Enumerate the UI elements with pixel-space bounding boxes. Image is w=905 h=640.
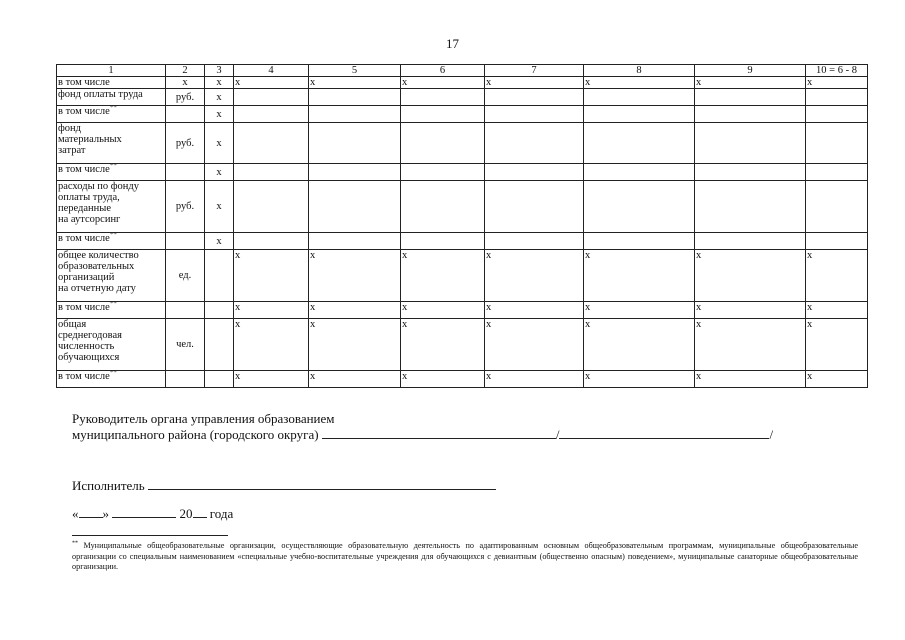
table-row	[57, 302, 868, 319]
value-cell: х	[806, 319, 868, 371]
value-cell: х	[695, 371, 806, 388]
value-cell: х	[584, 319, 695, 371]
signature-field[interactable]	[322, 426, 556, 439]
footnote	[72, 541, 858, 573]
unit-cell	[166, 164, 205, 181]
value-cell[interactable]	[485, 89, 584, 106]
report-table	[56, 64, 868, 388]
value-cell[interactable]	[584, 181, 695, 233]
value-cell[interactable]	[485, 123, 584, 164]
col3-cell: х	[205, 181, 234, 233]
value-cell[interactable]	[309, 123, 401, 164]
date-quote-open: «	[72, 506, 79, 521]
footnote-ref: **	[109, 232, 117, 239]
unit-cell: руб.	[166, 89, 205, 106]
value-cell: х	[234, 250, 309, 302]
value-cell[interactable]	[401, 123, 485, 164]
row-label-text: в том числе	[58, 371, 110, 382]
row-label-text: в том числе	[58, 164, 110, 175]
value-cell[interactable]	[485, 181, 584, 233]
value-cell: х	[401, 319, 485, 371]
signature-title-line1: Руководитель органа управления образованием	[72, 411, 335, 426]
row-label-text: в том числе	[58, 77, 110, 88]
value-cell: х	[234, 319, 309, 371]
value-cell: х	[309, 250, 401, 302]
row-label	[57, 302, 166, 319]
row-label-text: расходы по фонду оплаты труда, переданные на аутсорсинг	[58, 181, 140, 225]
footnote-mark: **	[72, 540, 78, 547]
table-row	[57, 233, 868, 250]
value-cell: х	[806, 371, 868, 388]
footnote-ref: **	[109, 105, 117, 112]
value-cell[interactable]	[309, 181, 401, 233]
unit-cell	[166, 302, 205, 319]
value-cell: х	[309, 77, 401, 89]
row-label-text: в том числе	[58, 233, 110, 244]
value-cell[interactable]	[695, 233, 806, 250]
header-cell: 9	[695, 65, 806, 77]
value-cell: х	[695, 319, 806, 371]
executor-label: Исполнитель	[72, 478, 145, 493]
row-label-text: фонд оплаты труда	[58, 89, 143, 100]
col3-cell: х	[205, 106, 234, 123]
signature-title-line2: муниципального района (городского округа)	[72, 427, 319, 442]
header-cell: 8	[584, 65, 695, 77]
table-row	[57, 250, 868, 302]
unit-cell	[166, 371, 205, 388]
value-cell: х	[584, 77, 695, 89]
unit-cell	[166, 233, 205, 250]
unit-cell: чел.	[166, 319, 205, 371]
signature-slash-1: /	[555, 427, 560, 442]
footnote-ref: **	[109, 370, 117, 377]
value-cell: х	[485, 319, 584, 371]
row-label	[57, 164, 166, 181]
footnote-separator	[72, 535, 228, 536]
header-cell: 5	[309, 65, 401, 77]
value-cell: х	[485, 302, 584, 319]
value-cell[interactable]	[485, 233, 584, 250]
value-cell[interactable]	[234, 233, 309, 250]
table-row	[57, 181, 868, 233]
col3-cell	[205, 250, 234, 302]
row-label-text: в том числе	[58, 302, 110, 313]
col3-cell: х	[205, 233, 234, 250]
row-label	[57, 371, 166, 388]
value-cell[interactable]	[485, 164, 584, 181]
table-row	[57, 106, 868, 123]
value-cell: х	[309, 371, 401, 388]
unit-cell: ед.	[166, 250, 205, 302]
header-cell: 7	[485, 65, 584, 77]
row-label	[57, 319, 166, 371]
date-day-field[interactable]	[79, 505, 103, 518]
row-label	[57, 106, 166, 123]
row-label	[57, 77, 166, 89]
row-label	[57, 181, 166, 233]
signature-name-field[interactable]	[559, 426, 769, 439]
value-cell[interactable]	[695, 123, 806, 164]
value-cell[interactable]	[401, 233, 485, 250]
value-cell: х	[584, 250, 695, 302]
value-cell[interactable]	[584, 106, 695, 123]
value-cell[interactable]	[234, 106, 309, 123]
value-cell[interactable]	[584, 164, 695, 181]
header-cell: 4	[234, 65, 309, 77]
row-label	[57, 250, 166, 302]
date-quote-close: »	[102, 506, 109, 521]
value-cell[interactable]	[234, 181, 309, 233]
value-cell[interactable]	[309, 106, 401, 123]
executor-field[interactable]	[148, 477, 496, 490]
value-cell[interactable]	[234, 123, 309, 164]
value-cell[interactable]	[309, 233, 401, 250]
value-cell[interactable]	[806, 233, 868, 250]
date-year-field[interactable]	[193, 505, 207, 518]
value-cell: х	[401, 250, 485, 302]
col3-cell: х	[205, 164, 234, 181]
value-cell[interactable]	[806, 181, 868, 233]
signature-block	[72, 412, 773, 442]
table-row	[57, 123, 868, 164]
row-label	[57, 123, 166, 164]
value-cell[interactable]	[806, 106, 868, 123]
value-cell[interactable]	[584, 233, 695, 250]
date-row	[72, 505, 233, 522]
value-cell[interactable]	[401, 106, 485, 123]
value-cell[interactable]	[309, 89, 401, 106]
table-row	[57, 319, 868, 371]
value-cell[interactable]	[309, 164, 401, 181]
value-cell[interactable]	[234, 89, 309, 106]
value-cell: х	[584, 371, 695, 388]
unit-cell: руб.	[166, 181, 205, 233]
unit-cell: руб.	[166, 123, 205, 164]
value-cell: х	[485, 250, 584, 302]
date-month-field[interactable]	[112, 505, 176, 518]
table-header-row	[57, 65, 868, 77]
value-cell: х	[401, 77, 485, 89]
value-cell[interactable]	[806, 123, 868, 164]
date-year-prefix: 20	[179, 506, 193, 521]
executor-row	[72, 477, 496, 494]
value-cell[interactable]	[695, 106, 806, 123]
date-suffix: года	[209, 506, 234, 521]
row-label-text: фонд материальных затрат	[58, 123, 122, 156]
footnote-ref: **	[109, 301, 117, 308]
value-cell: х	[695, 250, 806, 302]
footnote-text: Муниципальные общеобразовательные организации, осуществляющие образовательную деятельность по адаптированным основным общеобразовательным программам, муниципальные общеобразовательные организации со специальным наименованием «специальные учебно-воспитательные учреждения для обучающихся с девиантным (общественно опасным) поведением», муниципальные санаторные общеобразовательные организации.	[72, 541, 859, 571]
value-cell[interactable]	[401, 164, 485, 181]
row-label-text: в том числе	[58, 106, 110, 117]
value-cell: х	[309, 319, 401, 371]
row-label-text: общее количество образовательных организаций на отчетную дату	[58, 250, 139, 294]
value-cell[interactable]	[806, 164, 868, 181]
value-cell[interactable]	[695, 89, 806, 106]
value-cell[interactable]	[584, 89, 695, 106]
value-cell: х	[309, 302, 401, 319]
table-row	[57, 164, 868, 181]
col3-cell: х	[205, 77, 234, 89]
value-cell: х	[234, 371, 309, 388]
page-number: 17	[446, 36, 459, 51]
header-cell: 2	[166, 65, 205, 77]
col3-cell: х	[205, 123, 234, 164]
value-cell: х	[234, 302, 309, 319]
col3-cell	[205, 319, 234, 371]
header-cell: 6	[401, 65, 485, 77]
table-row	[57, 371, 868, 388]
value-cell: х	[584, 302, 695, 319]
header-cell: 3	[205, 65, 234, 77]
value-cell: х	[401, 302, 485, 319]
value-cell[interactable]	[401, 181, 485, 233]
value-cell[interactable]	[695, 164, 806, 181]
row-label	[57, 233, 166, 250]
header-cell: 1	[57, 65, 166, 77]
row-label	[57, 89, 166, 106]
row-label-text: общая среднегодовая численность обучающихся	[58, 319, 122, 363]
value-cell: х	[695, 77, 806, 89]
table-row	[57, 89, 868, 106]
signature-slash-2: /	[769, 427, 774, 442]
header-cell: 10 = 6 - 8	[806, 65, 868, 77]
col3-cell: х	[205, 89, 234, 106]
value-cell: х	[401, 371, 485, 388]
unit-cell: х	[166, 77, 205, 89]
table-row	[57, 77, 868, 89]
value-cell: х	[806, 250, 868, 302]
value-cell[interactable]	[234, 164, 309, 181]
footnote-ref: **	[109, 163, 117, 170]
col3-cell	[205, 302, 234, 319]
unit-cell	[166, 106, 205, 123]
col3-cell	[205, 371, 234, 388]
value-cell: х	[234, 77, 309, 89]
value-cell: х	[806, 302, 868, 319]
value-cell: х	[485, 77, 584, 89]
value-cell[interactable]	[401, 89, 485, 106]
value-cell: х	[695, 302, 806, 319]
value-cell: х	[485, 371, 584, 388]
value-cell: х	[806, 77, 868, 89]
value-cell[interactable]	[584, 123, 695, 164]
value-cell[interactable]	[695, 181, 806, 233]
value-cell[interactable]	[806, 89, 868, 106]
value-cell[interactable]	[485, 106, 584, 123]
